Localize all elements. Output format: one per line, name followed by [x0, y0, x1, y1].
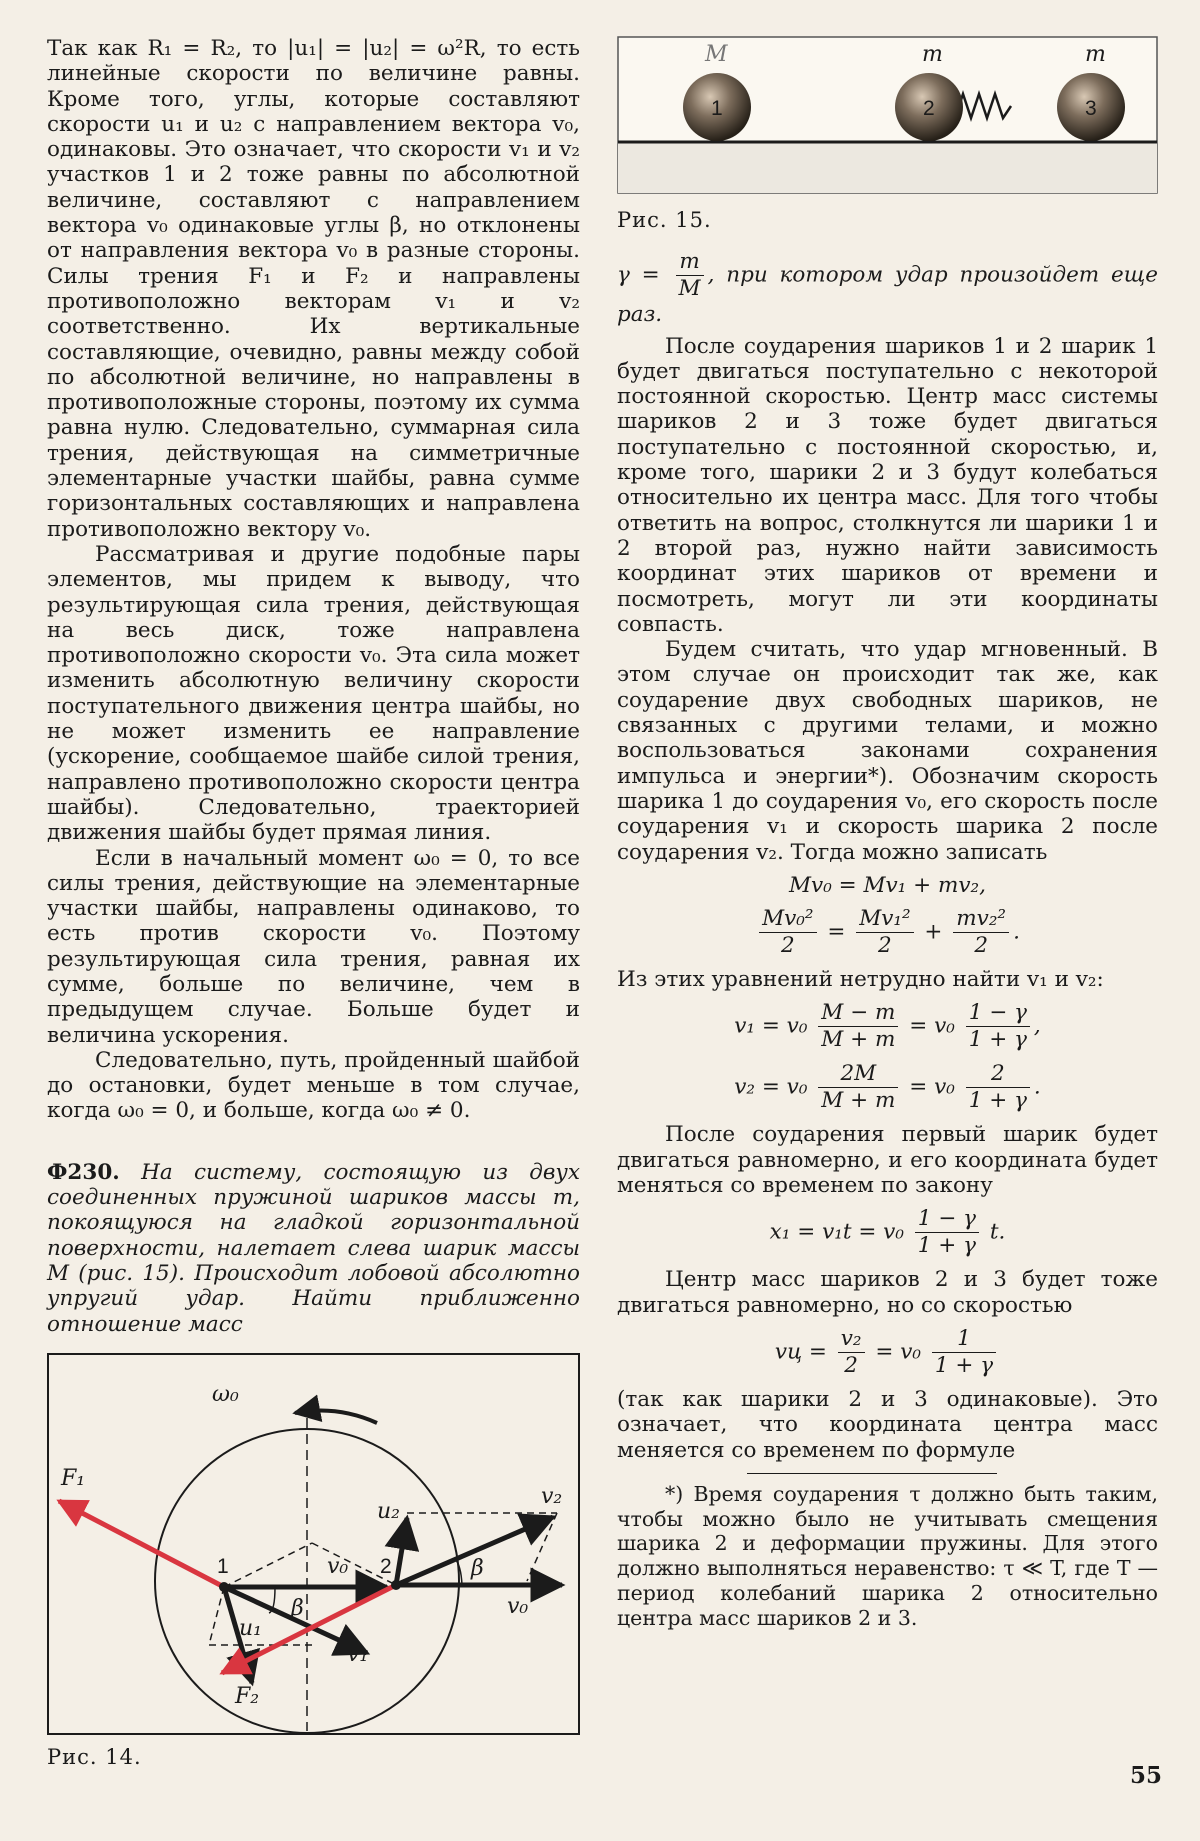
equation-v1: v₁ = v₀ $\frac{M - m}{M + m}$ = v₀ $\frac{1 - \gamma}{1 + \gamma}$ , — [734, 1000, 1041, 1053]
v2-num: 2M — [818, 1061, 898, 1088]
footnote-rule — [747, 1473, 997, 1474]
equation-vc — [617, 1326, 1158, 1379]
energy-den: 2 — [878, 933, 892, 959]
v2-mid: = v₀ — [909, 1074, 955, 1100]
gamma-fraction — [676, 249, 704, 302]
vc-den: 2 — [844, 1352, 858, 1378]
gamma-tail: , при котором удар произойдет еще раз. — [617, 262, 1158, 328]
figure-15-caption: Рис. 15. — [617, 208, 712, 232]
gamma-definition — [617, 249, 1158, 327]
x1-den: 1 + γ — [917, 1233, 976, 1259]
v1-den: M + m — [821, 1027, 896, 1053]
u1-label: u₁ — [239, 1615, 262, 1641]
page-number: 55 — [1129, 1762, 1162, 1789]
v1-mid: = v₀ — [909, 1013, 955, 1039]
left-column — [47, 36, 580, 1770]
ground — [618, 142, 1157, 193]
v2-lhs: v₂ = v₀ — [734, 1074, 808, 1100]
energy-den: 2 — [780, 933, 795, 959]
energy-left-num: Mv₀² — [759, 906, 816, 933]
gamma-lhs: γ = — [617, 262, 660, 288]
right-column — [617, 36, 1158, 1631]
dashed-helper — [224, 1543, 312, 1587]
point-1-label: 1 — [217, 1554, 229, 1578]
ball-3-label: 3 — [1085, 97, 1097, 120]
energy-den: 2 — [974, 933, 989, 959]
v0-inner-label: v₀ — [327, 1553, 349, 1579]
beta-label: β — [291, 1595, 304, 1621]
vc-mid: = v₀ — [875, 1339, 921, 1365]
paragraph: После соударения первый шарик будет двигаться равномерно, и его координата будет меняться со временем по закону — [617, 1122, 1158, 1199]
paragraph: После соударения шариков 1 и 2 шарик 1 будет двигаться поступательно с некоторой постоянной скоростью. Центр масс системы шариков 2 и 3 тоже будет двигаться поступательно с постоянной скоростью, и, кроме того, шарики 2 и 3 будут колебаться относительно их центра масс. Для того чтобы ответить на вопрос, столкнутся ли шарики 1 и 2 второй раз, нужно найти зависимость координат этих шариков от времени и посмотреть, могут ли эти координаты совпасть. — [617, 333, 1158, 637]
point-1 — [219, 1582, 229, 1592]
mass-m-label: m — [922, 42, 943, 67]
F1-label: F₁ — [61, 1465, 86, 1491]
v2-den2: 1 + γ — [968, 1088, 1027, 1114]
x1-num: 1 − γ — [915, 1206, 979, 1233]
equation-momentum: Mv₀ = Mv₁ + mv₂, — [789, 872, 986, 898]
paragraph: Если в начальный момент ω₀ = 0, то все силы трения, действующие на элементарные участки шайбы, направлены одинаково, то есть против скорости v₀. Поэтому результирующая сила трения, равная их сумме, больше по величине, чем в предыдущем случае. Больше будет и величина ускорения. — [47, 845, 580, 1048]
v1-den2: 1 + γ — [968, 1027, 1027, 1053]
problem-label: Ф230. — [47, 1159, 120, 1185]
figure-14-caption: Рис. 14. — [47, 1744, 142, 1769]
problem-statement — [47, 1160, 580, 1337]
force-F1 — [59, 1501, 224, 1587]
dashed-helper — [209, 1587, 224, 1645]
equation-x1 — [617, 1206, 1158, 1259]
point-2-label: 2 — [380, 1554, 392, 1578]
mass-m-label: m — [1085, 42, 1106, 67]
beta-label: β — [471, 1555, 484, 1581]
paragraph: Будем считать, что удар мгновенный. В этом случае он происходит так же, как соударение двух свободных шариков, не связанных с другими телами, и можно воспользоваться законами сохранения импульса и энергии*). Обозначим скорость шарика 1 до соударения v₀, его скорость после соударения v₁ и скорость шарика 2 после соударения v₂. Тогда можно записать — [617, 637, 1158, 865]
x1-tail: t. — [989, 1219, 1006, 1245]
paragraph: Рассматривая и другие подобные пары элементов, мы придем к выводу, что результирующая сила трения, действующая на весь диск, тоже направлена противоположно скорости v₀. Эта сила может изменить абсолютную величину скорости поступательного движения центра шайбы, но не может изменить ее направление (ускорение, сообщаемое шайбе силой трения, направлено противоположно скорости центра шайбы). Следовательно, траекторией движения шайбы будет прямая линия. — [47, 541, 580, 846]
equation-v2: v₂ = v₀ $\frac{2M}{M + m}$ = v₀ $\frac{2}{1 + \gamma}$ . — [734, 1061, 1041, 1114]
vc-lhs: vц = — [774, 1339, 827, 1365]
x1-lhs: x₁ = v₁t = v₀ — [769, 1219, 904, 1245]
problem-text: На систему, состоящую из двух соединенных пружиной шариков массы m, покоящуюся на гладкой горизонтальной поверхности, налетает слева шарик массы M (рис. 15). Происходит лобовой абсолютно упругий удар. Найти приближенно отношение масс — [47, 1159, 580, 1337]
omega-label: ω₀ — [212, 1381, 239, 1407]
F2-label: F₂ — [235, 1683, 260, 1709]
equation-energy: $\frac{\text{Mv₀²}}{2}$ = $\frac{\text{Mv₁²}}{2}$ + $\frac{\text{mv₂²}}{2}$ . — [617, 906, 1158, 959]
ball-1-label: 1 — [711, 97, 723, 120]
v1-label: v₁ — [347, 1641, 369, 1667]
v2-den: M + m — [821, 1088, 896, 1114]
v1-num: M − m — [818, 1000, 898, 1027]
vc-num2: 1 — [932, 1326, 996, 1353]
point-2 — [391, 1580, 401, 1590]
paragraph: Центр масс шариков 2 и 3 будет тоже двигаться равномерно, но со скоростью — [617, 1267, 1158, 1318]
ball-2-label: 2 — [923, 97, 935, 120]
paragraph: Так как R₁ = R₂, то |u₁| = |u₂| = ω²R, то есть линейные скорости по величине равны. Кроме того, углы, которые составляют скорости u₁ и u₂ с направлением вектора v₀, одинаковы. Это означает, что скорости v₁ и v₂ участков 1 и 2 тоже равны по абсолютной величине, составляют с направлением вектора v₀ одинаковые углы β, но отклонены от направления вектора v₀ в разные стороны. Силы трения F₁ и F₂ и направлены противоположно векторам v₁ и v₂ соответственно. Их вертикальные составляющие, очевидно, равны между собой по абсолютной величине, но направлены в противоположные стороны, поэтому их сумма равна нулю. Следовательно, суммарная сила трения, действующая на симметричные элементарные участки шайбы, равна сумме горизонтальных составляющих и направлена противоположно вектору v₀. — [47, 36, 580, 542]
vector-u2 — [396, 1518, 407, 1585]
paragraph: Следовательно, путь, пройденный шайбой до остановки, будет меньше в том случае, когда ω₀ = 0, и больше, когда ω₀ ≠ 0. — [47, 1047, 580, 1124]
paragraph: Из этих уравнений нетрудно найти v₁ и v₂: — [617, 967, 1104, 993]
vc-num: v₂ — [838, 1326, 865, 1353]
v1-num2: 1 − γ — [966, 1000, 1030, 1027]
mass-M-label: M — [705, 42, 728, 67]
energy-right-num: mv₂² — [953, 906, 1009, 933]
gamma-den: M — [678, 276, 701, 302]
v1-lhs: v₁ = v₀ — [734, 1013, 808, 1039]
figure-14 — [47, 1353, 580, 1735]
gamma-num: m — [676, 249, 704, 276]
vc-den2: 1 + γ — [934, 1352, 994, 1378]
energy-mid-num: Mv₁² — [856, 906, 913, 933]
footnote: *) Время соударения τ должно быть таким, чтобы можно было не учитывать смещения шарика 2 и деформации пружины. Для этого должно выполняться неравенство: τ ≪ T, где T — период колебаний шарика 2 относительно центра масс шариков 2 и 3. — [617, 1481, 1158, 1630]
u2-label: u₂ — [377, 1498, 400, 1524]
v2-num2: 2 — [966, 1061, 1030, 1088]
v2-label: v₂ — [541, 1483, 563, 1509]
v0-label: v₀ — [507, 1593, 529, 1619]
paragraph: (так как шарики 2 и 3 одинаковые). Это означает, что координата центра масс меняется со временем по формуле — [617, 1386, 1158, 1463]
figure-15 — [617, 36, 1158, 194]
